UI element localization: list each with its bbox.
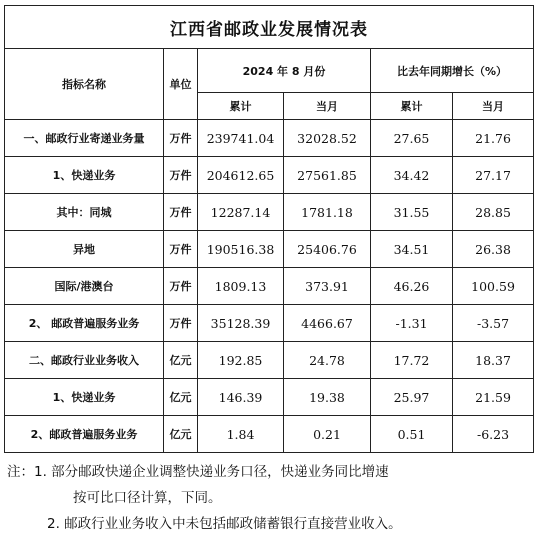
row-name: 二、邮政行业业务收入: [5, 342, 164, 379]
row-growth-cumulative: 27.65: [371, 120, 453, 157]
row-cumulative: 192.85: [198, 342, 284, 379]
row-current: 0.21: [284, 416, 371, 453]
row-growth-current: 18.37: [453, 342, 534, 379]
table-row: [5, 379, 534, 416]
row-current: 27561.85: [284, 157, 371, 194]
row-cumulative: 146.39: [198, 379, 284, 416]
row-unit: 亿元: [164, 416, 198, 453]
header-growth-cumulative: 累计: [371, 93, 453, 120]
row-growth-cumulative: 46.26: [371, 268, 453, 305]
row-growth-cumulative: 0.51: [371, 416, 453, 453]
row-growth-cumulative: 34.42: [371, 157, 453, 194]
row-name: 其中：同城: [5, 194, 164, 231]
footnote-1: 注：1. 部分邮政快递企业调整快递业务口径，快递业务同比增速: [7, 464, 389, 480]
table-row: [5, 120, 534, 157]
table-title: 江西省邮政业发展情况表: [5, 6, 534, 49]
row-name: 1、快递业务: [5, 379, 164, 416]
row-growth-cumulative: 31.55: [371, 194, 453, 231]
row-growth-current: -6.23: [453, 416, 534, 453]
row-current: 1781.18: [284, 194, 371, 231]
row-cumulative: 1.84: [198, 416, 284, 453]
row-growth-current: 21.76: [453, 120, 534, 157]
row-growth-cumulative: -1.31: [371, 305, 453, 342]
row-growth-current: 26.38: [453, 231, 534, 268]
table-row: [5, 305, 534, 342]
row-growth-cumulative: 34.51: [371, 231, 453, 268]
footnotes: [7, 459, 531, 537]
row-name: 一、邮政行业寄递业务量: [5, 120, 164, 157]
row-unit: 亿元: [164, 379, 198, 416]
row-current: 373.91: [284, 268, 371, 305]
row-cumulative: 239741.04: [198, 120, 284, 157]
row-unit: 万件: [164, 268, 198, 305]
row-growth-current: 21.59: [453, 379, 534, 416]
row-unit: 万件: [164, 194, 198, 231]
row-growth-current: 27.17: [453, 157, 534, 194]
table-row: [5, 231, 534, 268]
row-current: 19.38: [284, 379, 371, 416]
table-row: [5, 194, 534, 231]
header-current: 当月: [284, 93, 371, 120]
row-cumulative: 204612.65: [198, 157, 284, 194]
row-unit: 万件: [164, 157, 198, 194]
header-growth-current: 当月: [453, 93, 534, 120]
row-unit: 万件: [164, 305, 198, 342]
header-growth: 比去年同期增长（%）: [371, 49, 534, 93]
row-growth-cumulative: 25.97: [371, 379, 453, 416]
table-row: [5, 416, 534, 453]
postal-statistics-table: [4, 5, 534, 453]
header-cumulative: 累计: [198, 93, 284, 120]
row-unit: 亿元: [164, 342, 198, 379]
row-cumulative: 1809.13: [198, 268, 284, 305]
row-name: 2、 邮政普遍服务业务: [5, 305, 164, 342]
row-cumulative: 190516.38: [198, 231, 284, 268]
row-current: 32028.52: [284, 120, 371, 157]
header-period: 2024 年 8 月份: [198, 49, 371, 93]
row-growth-cumulative: 17.72: [371, 342, 453, 379]
row-cumulative: 12287.14: [198, 194, 284, 231]
table-row: [5, 342, 534, 379]
row-name: 1、快递业务: [5, 157, 164, 194]
row-unit: 万件: [164, 120, 198, 157]
row-name: 国际/港澳台: [5, 268, 164, 305]
row-cumulative: 35128.39: [198, 305, 284, 342]
row-current: 24.78: [284, 342, 371, 379]
footnote-2: 2. 邮政行业业务收入中未包括邮政储蓄银行直接营业收入。: [47, 516, 402, 532]
row-growth-current: 100.59: [453, 268, 534, 305]
row-name: 异地: [5, 231, 164, 268]
row-growth-current: -3.57: [453, 305, 534, 342]
footnote-1-continued: 按可比口径计算，下同。: [73, 490, 222, 506]
header-indicator: 指标名称: [5, 49, 164, 120]
row-name: 2、邮政普遍服务业务: [5, 416, 164, 453]
table-row: [5, 268, 534, 305]
table-row: [5, 157, 534, 194]
row-current: 25406.76: [284, 231, 371, 268]
row-growth-current: 28.85: [453, 194, 534, 231]
header-unit: 单位: [164, 49, 198, 120]
row-current: 4466.67: [284, 305, 371, 342]
row-unit: 万件: [164, 231, 198, 268]
